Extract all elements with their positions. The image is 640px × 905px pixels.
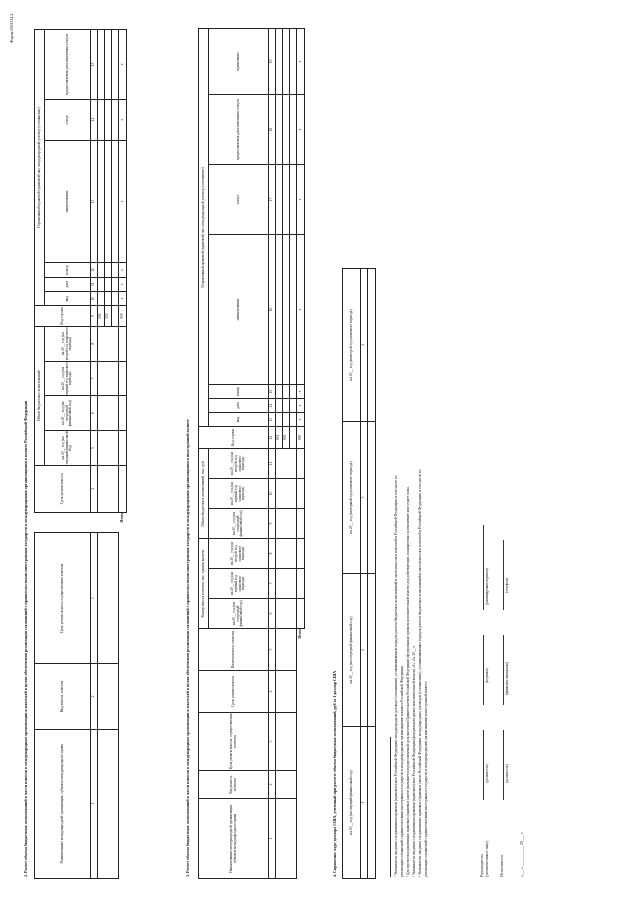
s3-h-act: Нормативный правовой (правовой) акт, международный договор (соглашение): [199, 28, 209, 426]
sig-date: «___» __________ 20___ г.: [519, 831, 524, 877]
s3-h-volume: Объем бюджетных ассигнований, тыс. руб.: [199, 448, 209, 538]
sig-head-label: Руководитель: [479, 853, 484, 877]
table-row: 001: [98, 30, 105, 879]
s2-h-status-date: предполагаемая дата изменения статуса: [45, 30, 91, 100]
s2-h-y4: на 20__ год (на второй год планового периода): [45, 326, 91, 361]
s2-h-term: Срок уплаты взноса: [35, 465, 91, 512]
section-3-table: Наименование международной организации, субъекта международного права Вид взноса, платежа Цель уплаты взноса, осуществления платежа Срок уплаты взноса Валюта взноса, платежа Размер взноса платежа, тыс. единиц валюты Объем бюджетных ассигнований, тыс. руб. Код строки Нормативный правовой (правовой) акт, международный договор (соглашение) на 20__ год (на очередной финансовый год) на 20__ год (на первый год планового периода) на 20__ год (на второй год планового периода) на 20__ год (на очередной финансовый год) на 20__ год (на первый год планового периода) на 20__ год (на второй год планового периода) вид дата номер наименование статус предполагаемая дата изменения статуса примечание 1 2 3 4 5 6 7 8 9 10 11 12 13 14 15 16 17 18 19 001 002 Итого 900 x x x x x x x: [198, 28, 305, 879]
s2-h-status: статус: [45, 99, 91, 140]
s2-h-date: дата: [45, 277, 91, 291]
s2-h-y1: на 20__ год (на текущий финансовый год): [45, 431, 91, 466]
section-3-title: 3. Расчет объема бюджетных ассигнований в части взносов в международные организации и платежей в целях обеспечения реализации соглашений с правительствами иностранных государств и международными организациями в иностранной валюте: [185, 419, 190, 877]
section-4-table: на 20__ год (на текущий финансовый год) на 20__ год (на очередной финансовый год) на 20__ год (на первый год планового периода) на 20__ год (на второй год планового периода) 1 2 3 4: [342, 268, 376, 879]
table-row: 002: [105, 30, 112, 879]
s2-h-name: наименование: [45, 140, 91, 263]
form-code: Форма 0503314.2: [9, 13, 14, 43]
s3-h-code: Код строки: [199, 426, 269, 448]
s2-h-org: Наименование международной организации, субъекта международного права: [35, 729, 91, 878]
total-row: Итого 900 x x x x x x x: [297, 28, 305, 878]
s3-h-term: Срок уплаты взноса: [199, 671, 269, 713]
s2-h-num: номер: [45, 263, 91, 277]
s3-h-org: Наименование международной организации, субъекта международного права: [199, 799, 269, 879]
s2-h-volume: Объем бюджетных ассигнований: [35, 326, 45, 465]
table-row: 001: [276, 28, 283, 878]
section-2-table: Наименование международной организации, субъекта международного права Вид взноса, платежа Цель уплаты взноса, осуществления платежа Срок уплаты взноса Объем бюджетных ассигнований Код строки Нормативный правовой (правовой) акт, международный договор (соглашение) на 20__ год (на текущий финансовый год) на 20__ год (на очередной финансовый год) на 20__ год (на первый год планового периода) на 20__ год (на второй год планового периода) вид дата номер наименование статус предполагаемая дата изменения статуса 1 2 3 4 5 6 7 8 9 10 11 12 13 14 15 001 002 Итого 900 x x x x x x: [34, 29, 127, 879]
s2-h-kind: Вид взноса, платежа: [35, 664, 91, 729]
table-row: [368, 269, 376, 879]
s3-h-purpose: Цель уплаты взноса, осуществления платежа: [199, 713, 269, 771]
section-2-title: 2. Расчет объема бюджетных ассигнований в части взносов в международные организации и платежей в целях обеспечения реализации соглашений с правительствами иностранных государств и международными организациями в валюте Российской Федерации: [23, 400, 28, 877]
s2-h-kind-act: вид: [45, 291, 91, 305]
s3-h-kind: Вид взноса, платежа: [199, 771, 269, 799]
footnote-rule: [390, 737, 391, 877]
s3-h-size: Размер взноса платежа, тыс. единиц валюты: [199, 538, 209, 628]
table-row: 002: [283, 28, 290, 878]
s2-h-y3: на 20__ год (на первый год планового периода): [45, 361, 91, 396]
sig-executor-label: Исполнитель: [499, 854, 504, 877]
s3-h-currency: Валюта взноса, платежа: [199, 629, 269, 671]
section-4-title: 4. Справочно: курс доллара США, учтенный при расчете объема бюджетных ассигнований, руб за 1 доллар США: [332, 670, 337, 877]
s2-h-y2: на 20__ год (на очередной финансовый год): [45, 396, 91, 431]
s2-h-purpose: Цель уплаты взноса, осуществления платежа: [35, 533, 91, 664]
s2-h-act: Нормативный правовой (правовой) акт, международный договор (соглашение): [35, 30, 45, 306]
s2-h-code: Код строки: [35, 306, 91, 326]
total-row: Итого 900 x x x x x x: [119, 30, 127, 879]
rotated-form: Форма 0503314.2 2. Расчет объема бюджетных ассигнований в части взносов в международные организации и платежей в целях обеспечения реализации соглашений с правительствами иностранных государств и международными организациями в валюте Российской Федерации Наименование международной организации, субъекта международного права Вид взноса, платежа Цель уплаты взноса, осуществления платежа Срок уплаты взноса Объем бюджетных ассигнований Код строки Нормативный правовой (правовой) акт, международный договор (соглашение) на 20__ год (на текущий финансовый год) на 20__ год (на очередной финансовый год) на 20__ год (на первый год планового периода) на 20__ год (на второй год планового периода) вид дата номер наименование статус предполагаемая дата изменения статуса 1 2 3 4 5 6 7 8 9 10 11 12 13 14 15 001 002 Итого 900 x x x x x x 3. Расчет объема бюджетных ассигнований в части взносов в международные организации и платежей в целях обеспечения реализации соглашений с правительствами иностранных государств и международными организациями в иностранной валюте Наименование международной организации, субъекта международного права Вид взноса, платежа Цель уплаты взноса, осуществления платежа Срок уплаты взноса Валюта взноса, платежа Размер взноса платежа, тыс. единиц валюты Объем бюджетных ассигнований, тыс. руб. Код строки Нормативный правовой (правовой) акт, международный договор (соглашение) на 20__ год (на очередной финансовый год) на 20__ год (на первый год планового периода) на 20__ год (на второй год планового периода) на 20__ год (на очередной финансовый год) на 20__ год (на первый год планового периода) на 20__ год (на второй год планового периода) вид дата номер наименование статус предполагаемая дата изменения статуса примечание 1 2 3 4 5 6 7 8 9 10 11 12 13 14 15 16 17 18 19 001 002 Итого 900 x x x x x x x 4. Справочно: курс доллара США, учтенный при расчете объема бюджетных ассигнований, руб за 1 доллар США на 20__ год (на текущий финансовый год) на 20__ год (на очередной финансовый год) на 20__ год (на первый год планового периода) на 20__ год (на второй год планового периода) 1 2 3 4 ¹ Указывается сведения о нормативном правовом (правовом) акте Российской Федерации, международном договоре (соглашении), устанавливающем порядок расчета бюджетных ассигнований в части взносов и платежей в Российской Федерации, в том числе по реализации соглашений с правительствами иностранных государств и международными организациями в валюте Российской Федерации. ² Для проектов нормативных правовых (правовых) актов указывается предполагаемый срок внесения Правительством Российской Федерации (федеральным органом исполнительной власти) для действующих, планируемых к изменению или утрате силы. ³ Указывается сведения о нормативном правовом (правовом) акте Российской Федерации (федеральном органе исполнительной власти) «1» «1» 20__ г. ⁴ Указывается сведения о нормативных правовых (правовых) актах Российской Федерации, международных договорах (соглашениях), устанавливающих порядок расчета бюджетных ассигнований в части взносов и платежей в Российской Федерации, в том числе по реализации соглашений с правительствами иностранных государств и международными организациями в иностранной валюте. Руководитель (уполномоченное лицо) (должность) (подпись) (расшифровка подписи) Исполнитель (должность) (фамилия, инициалы) (телефон) «___» __________ 20___ г.: [9, 13, 524, 877]
